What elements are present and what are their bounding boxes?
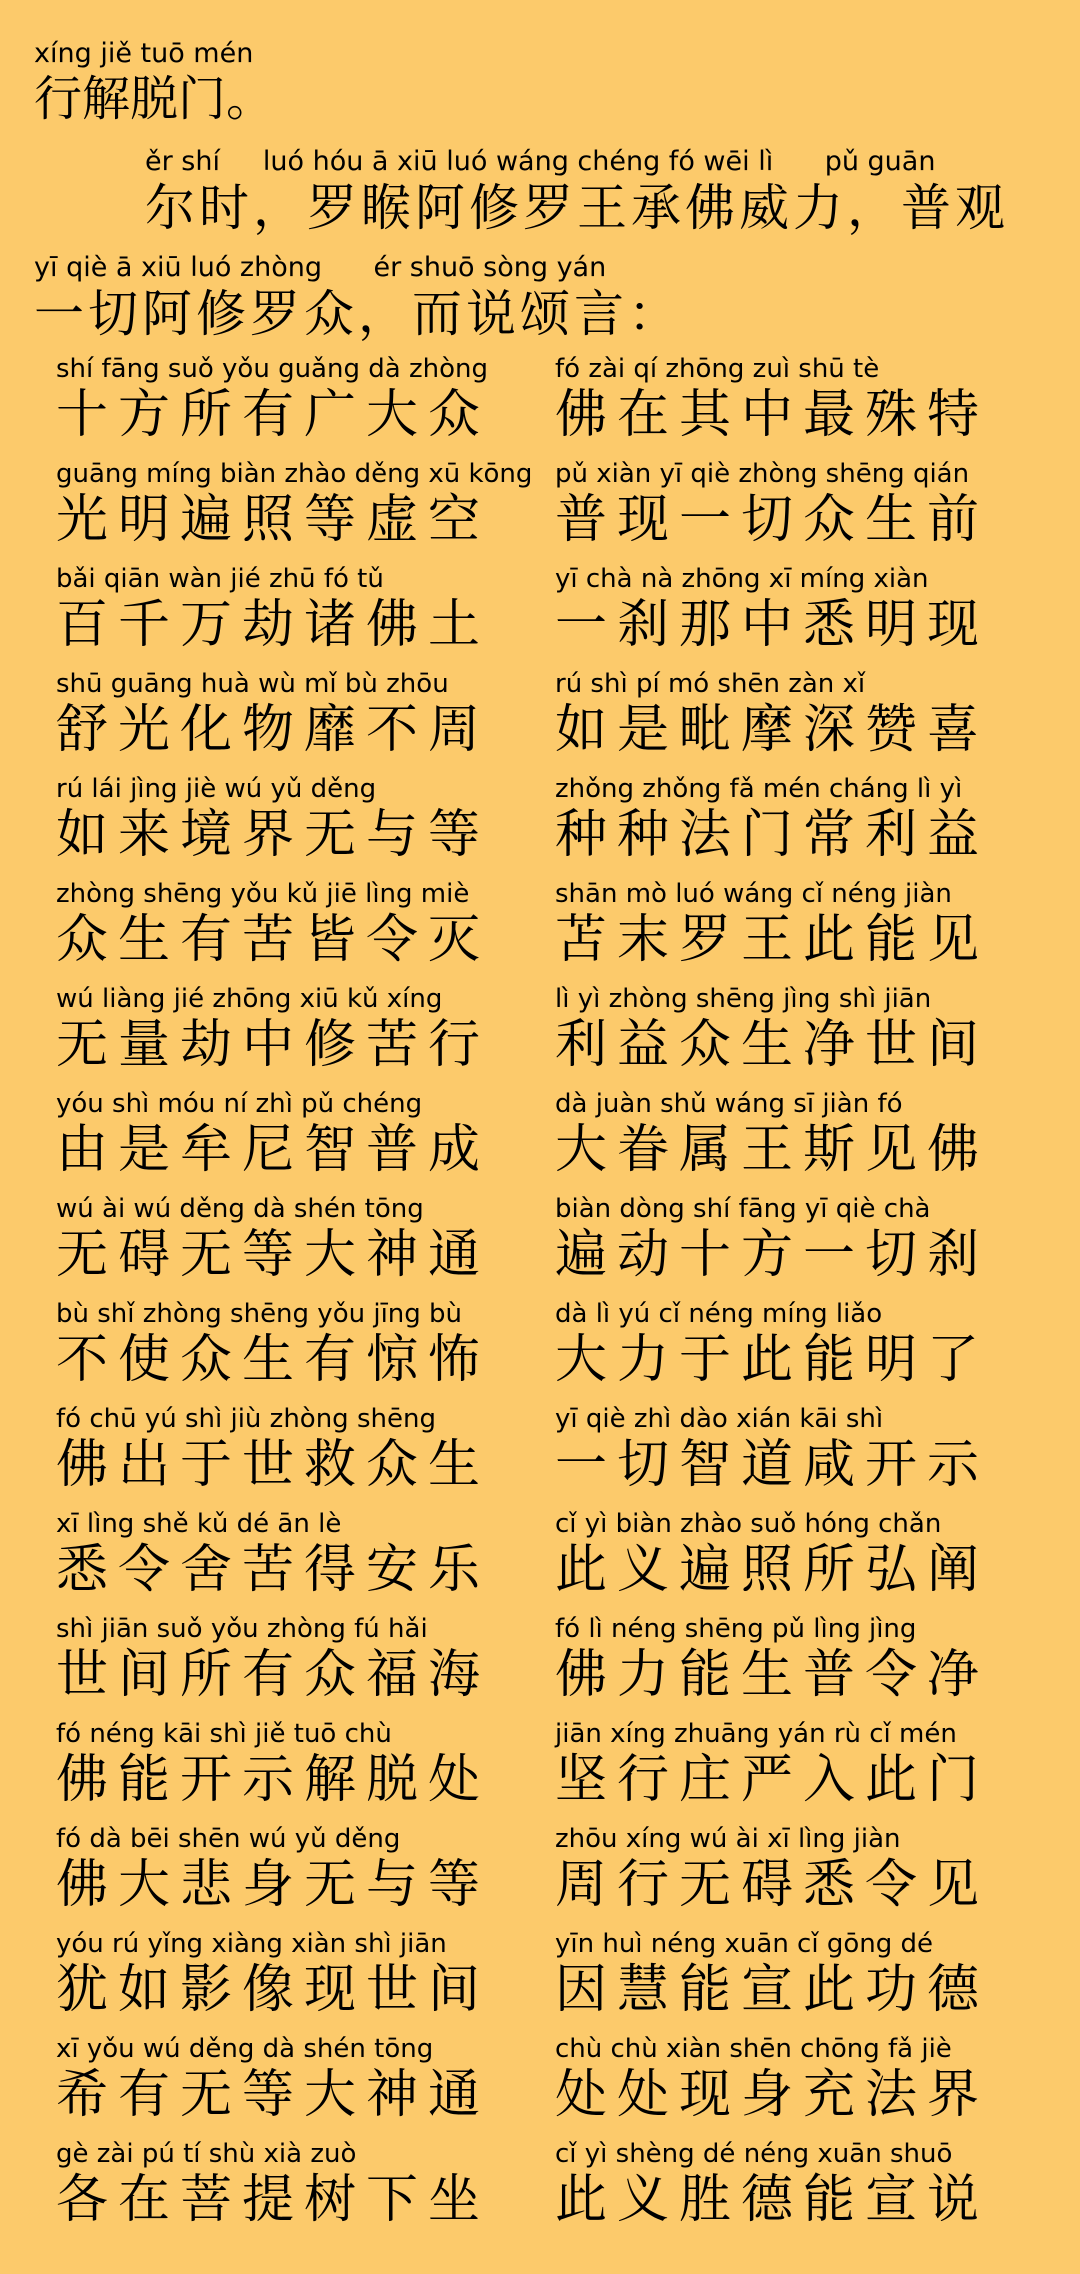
verse-pinyin: guāng míng biàn zhào děng xū kōng (56, 459, 533, 489)
verse-hanzi: 如是毗摩深赞喜 (555, 700, 990, 760)
verse-hanzi: 因慧能宣此功德 (555, 1960, 990, 2020)
verse-pinyin: xī yǒu wú děng dà shén tōng (56, 2034, 434, 2064)
verse-hanzi: 利益众生净世间 (555, 1015, 990, 1075)
verse-pinyin: yóu shì móu ní zhì pǔ chéng (56, 1089, 423, 1119)
verse-hanzi: 众生有苦皆令灭 (56, 910, 491, 970)
verse-right-3 (555, 564, 1035, 656)
title-hanzi: 行解脱门。 (34, 71, 275, 127)
verse-pinyin: wú ài wú děng dà shén tōng (56, 1194, 424, 1224)
verse-right-5 (555, 774, 1035, 866)
intro-pinyin: yī qiè ā xiū luó zhòng ér shuō sòng yán (34, 252, 607, 283)
verse-left-14 (56, 1719, 536, 1811)
title-block (34, 38, 274, 128)
verse-hanzi: 苫末罗王此能见 (555, 910, 990, 970)
verse-pinyin: cǐ yì biàn zhào suǒ hóng chǎn (555, 1509, 942, 1539)
verse-left-9 (56, 1194, 536, 1286)
verse-right-1 (555, 354, 1035, 446)
verse-right-14 (555, 1719, 1035, 1811)
verse-hanzi: 光明遍照等虚空 (56, 490, 491, 550)
verse-pinyin: zhòng shēng yǒu kǔ jiē lìng miè (56, 879, 470, 909)
verse-hanzi: 一切智道咸开示 (555, 1435, 990, 1495)
verse-hanzi: 处处现身充法界 (555, 2065, 990, 2125)
verse-pinyin: zhǒng zhǒng fǎ mén cháng lì yì (555, 774, 963, 804)
verse-pinyin: fó zài qí zhōng zuì shū tè (555, 354, 880, 384)
verse-hanzi: 普现一切众生前 (555, 490, 990, 550)
verse-left-8 (56, 1089, 536, 1181)
verse-hanzi: 种种法门常利益 (555, 805, 990, 865)
verse-right-9 (555, 1194, 1035, 1286)
verse-right-17 (555, 2034, 1035, 2126)
verse-pinyin: yóu rú yǐng xiàng xiàn shì jiān (56, 1929, 447, 1959)
verse-pinyin: lì yì zhòng shēng jìng shì jiān (555, 984, 932, 1014)
verse-right-7 (555, 984, 1035, 1076)
verse-hanzi: 各在菩提树下坐 (56, 2170, 491, 2230)
intro-pinyin: ěr shí luó hóu ā xiū luó wáng chéng fó wēi lì pǔ guān (145, 146, 936, 177)
verse-left-15 (56, 1824, 536, 1916)
verse-right-12 (555, 1509, 1035, 1601)
verse-left-18 (56, 2139, 536, 2231)
verse-pinyin: bù shǐ zhòng shēng yǒu jīng bù (56, 1299, 463, 1329)
verse-pinyin: yī qiè zhì dào xián kāi shì (555, 1404, 884, 1434)
verse-hanzi: 佛出于世救众生 (56, 1435, 491, 1495)
verse-pinyin: fó chū yú shì jiù zhòng shēng (56, 1404, 436, 1434)
verse-left-11 (56, 1404, 536, 1496)
verse-hanzi: 无碍无等大神通 (56, 1225, 491, 1285)
verse-hanzi: 世间所有众福海 (56, 1645, 491, 1705)
verse-hanzi: 希有无等大神通 (56, 2065, 491, 2125)
verse-hanzi: 悉令舍苦得安乐 (56, 1540, 491, 1600)
verse-hanzi: 无量劫中修苦行 (56, 1015, 491, 1075)
verse-hanzi: 一刹那中悉明现 (555, 595, 990, 655)
verse-left-5 (56, 774, 536, 866)
verse-right-15 (555, 1824, 1035, 1916)
verse-pinyin: shū guāng huà wù mǐ bù zhōu (56, 669, 449, 699)
verse-left-2 (56, 459, 536, 551)
verse-hanzi: 犹如影像现世间 (56, 1960, 491, 2020)
verse-pinyin: gè zài pú tí shù xià zuò (56, 2139, 357, 2169)
verse-left-13 (56, 1614, 536, 1706)
verse-right-16 (555, 1929, 1035, 2021)
verse-right-6 (555, 879, 1035, 971)
verse-hanzi: 佛在其中最殊特 (555, 385, 990, 445)
verse-left-12 (56, 1509, 536, 1601)
verse-right-13 (555, 1614, 1035, 1706)
verse-pinyin: fó néng kāi shì jiě tuō chù (56, 1719, 392, 1749)
verse-hanzi: 大眷属王斯见佛 (555, 1120, 990, 1180)
verse-hanzi: 不使众生有惊怖 (56, 1330, 491, 1390)
verse-pinyin: biàn dòng shí fāng yī qiè chà (555, 1194, 931, 1224)
verse-hanzi: 百千万劫诸佛土 (56, 595, 491, 655)
verse-pinyin: cǐ yì shèng dé néng xuān shuō (555, 2139, 953, 2169)
intro-hanzi: 尔时，罗睺阿修罗王承佛威力，普观 (145, 179, 1009, 237)
verse-left-4 (56, 669, 536, 761)
title-pinyin: xíng jiě tuō mén (34, 38, 254, 69)
verse-left-7 (56, 984, 536, 1076)
verse-pinyin: zhōu xíng wú ài xī lìng jiàn (555, 1824, 901, 1854)
verse-hanzi: 佛大悲身无与等 (56, 1855, 491, 1915)
verse-pinyin: yī chà nà zhōng xī míng xiàn (555, 564, 929, 594)
verse-hanzi: 大力于此能明了 (555, 1330, 990, 1390)
verse-hanzi: 此义胜德能宣说 (555, 2170, 990, 2230)
verse-pinyin: xī lìng shě kǔ dé ān lè (56, 1509, 342, 1539)
verse-pinyin: rú shì pí mó shēn zàn xǐ (555, 669, 866, 699)
verse-pinyin: dà lì yú cǐ néng míng liǎo (555, 1299, 883, 1329)
verse-right-2 (555, 459, 1035, 551)
verse-right-18 (555, 2139, 1035, 2231)
verse-hanzi: 舒光化物靡不周 (56, 700, 491, 760)
verse-pinyin: rú lái jìng jiè wú yǔ děng (56, 774, 377, 804)
verse-pinyin: fó lì néng shēng pǔ lìng jìng (555, 1614, 917, 1644)
verse-left-1 (56, 354, 536, 446)
verse-left-16 (56, 1929, 536, 2021)
verse-hanzi: 佛力能生普令净 (555, 1645, 990, 1705)
verse-pinyin: chù chù xiàn shēn chōng fǎ jiè (555, 2034, 952, 2064)
verse-pinyin: yīn huì néng xuān cǐ gōng dé (555, 1929, 934, 1959)
verse-pinyin: jiān xíng zhuāng yán rù cǐ mén (555, 1719, 957, 1749)
intro-line-2 (34, 252, 682, 344)
verse-pinyin: shān mò luó wáng cǐ néng jiàn (555, 879, 952, 909)
verse-pinyin: pǔ xiàn yī qiè zhòng shēng qián (555, 459, 970, 489)
intro-line-1 (145, 146, 1009, 238)
verse-hanzi: 周行无碍悉令见 (555, 1855, 990, 1915)
verse-left-6 (56, 879, 536, 971)
verse-left-17 (56, 2034, 536, 2126)
verse-pinyin: dà juàn shǔ wáng sī jiàn fó (555, 1089, 903, 1119)
verse-pinyin: shí fāng suǒ yǒu guǎng dà zhòng (56, 354, 488, 384)
verse-hanzi: 坚行庄严入此门 (555, 1750, 990, 1810)
verse-left-3 (56, 564, 536, 656)
verse-hanzi: 十方所有广大众 (56, 385, 491, 445)
verse-left-10 (56, 1299, 536, 1391)
verse-hanzi: 此义遍照所弘阐 (555, 1540, 990, 1600)
verse-hanzi: 如来境界无与等 (56, 805, 491, 865)
verse-pinyin: bǎi qiān wàn jié zhū fó tǔ (56, 564, 384, 594)
verse-pinyin: fó dà bēi shēn wú yǔ děng (56, 1824, 401, 1854)
verse-pinyin: wú liàng jié zhōng xiū kǔ xíng (56, 984, 443, 1014)
verse-hanzi: 由是牟尼智普成 (56, 1120, 491, 1180)
verse-right-8 (555, 1089, 1035, 1181)
verse-hanzi: 遍动十方一切刹 (555, 1225, 990, 1285)
verse-hanzi: 佛能开示解脱处 (56, 1750, 491, 1810)
verse-pinyin: shì jiān suǒ yǒu zhòng fú hǎi (56, 1614, 428, 1644)
verse-right-4 (555, 669, 1035, 761)
intro-hanzi: 一切阿修罗众，而说颂言： (34, 285, 682, 343)
verse-right-10 (555, 1299, 1035, 1391)
verse-right-11 (555, 1404, 1035, 1496)
